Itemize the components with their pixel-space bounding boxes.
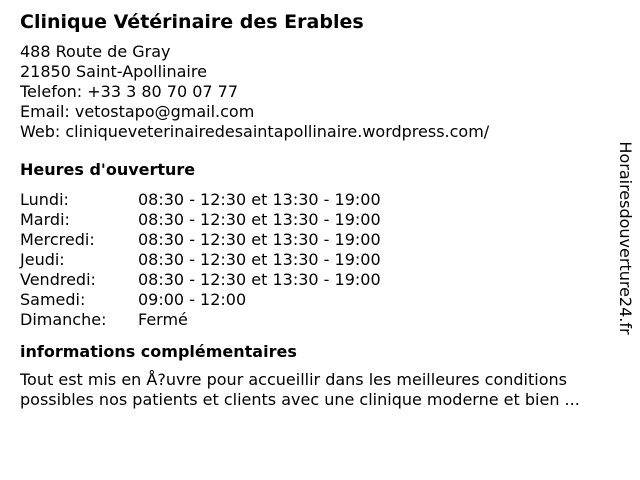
site-watermark: Horairesdouverture24.fr: [616, 141, 635, 335]
hours-day: Dimanche:: [20, 310, 107, 329]
phone-number: Telefon: +33 3 80 70 07 77: [20, 82, 239, 101]
hours-row-tuesday: [20, 210, 610, 230]
hours-day: Jeudi:: [20, 250, 65, 269]
contact-block: [20, 42, 610, 142]
opening-hours-table: [20, 190, 610, 330]
additional-info-text: [20, 370, 610, 410]
hours-row-saturday: [20, 290, 610, 310]
website-url: Web: cliniqueveterinairedesaintapollinaire.wordpress.com/: [20, 122, 490, 141]
hours-day: Mardi:: [20, 210, 70, 229]
hours-time: 09:00 - 12:00: [138, 290, 247, 309]
hours-day: Vendredi:: [20, 270, 96, 289]
hours-time: Fermé: [138, 310, 188, 329]
hours-row-thursday: [20, 250, 610, 270]
opening-hours-heading: Heures d'ouverture: [20, 160, 196, 179]
address-street: 488 Route de Gray: [20, 42, 171, 61]
hours-day: Mercredi:: [20, 230, 95, 249]
email-address: Email: vetostapo@gmail.com: [20, 102, 255, 121]
hours-day: Lundi:: [20, 190, 69, 209]
hours-row-monday: [20, 190, 610, 210]
hours-day: Samedi:: [20, 290, 86, 309]
hours-time: 08:30 - 12:30 et 13:30 - 19:00: [138, 250, 381, 269]
info-line: possibles nos patients et clients avec une clinique moderne et bien ...: [20, 390, 580, 409]
hours-time: 08:30 - 12:30 et 13:30 - 19:00: [138, 270, 381, 289]
additional-info-heading: informations complémentaires: [20, 342, 297, 361]
clinic-name: Clinique Vétérinaire des Erables: [20, 11, 364, 33]
hours-time: 08:30 - 12:30 et 13:30 - 19:00: [138, 210, 381, 229]
hours-time: 08:30 - 12:30 et 13:30 - 19:00: [138, 190, 381, 209]
clinic-card: [20, 10, 610, 410]
hours-row-friday: [20, 270, 610, 290]
address-city: 21850 Saint-Apollinaire: [20, 62, 207, 81]
hours-row-wednesday: [20, 230, 610, 250]
info-line: Tout est mis en Å?uvre pour accueillir dans les meilleures conditions: [20, 370, 567, 389]
hours-time: 08:30 - 12:30 et 13:30 - 19:00: [138, 230, 381, 249]
hours-row-sunday: [20, 310, 610, 330]
